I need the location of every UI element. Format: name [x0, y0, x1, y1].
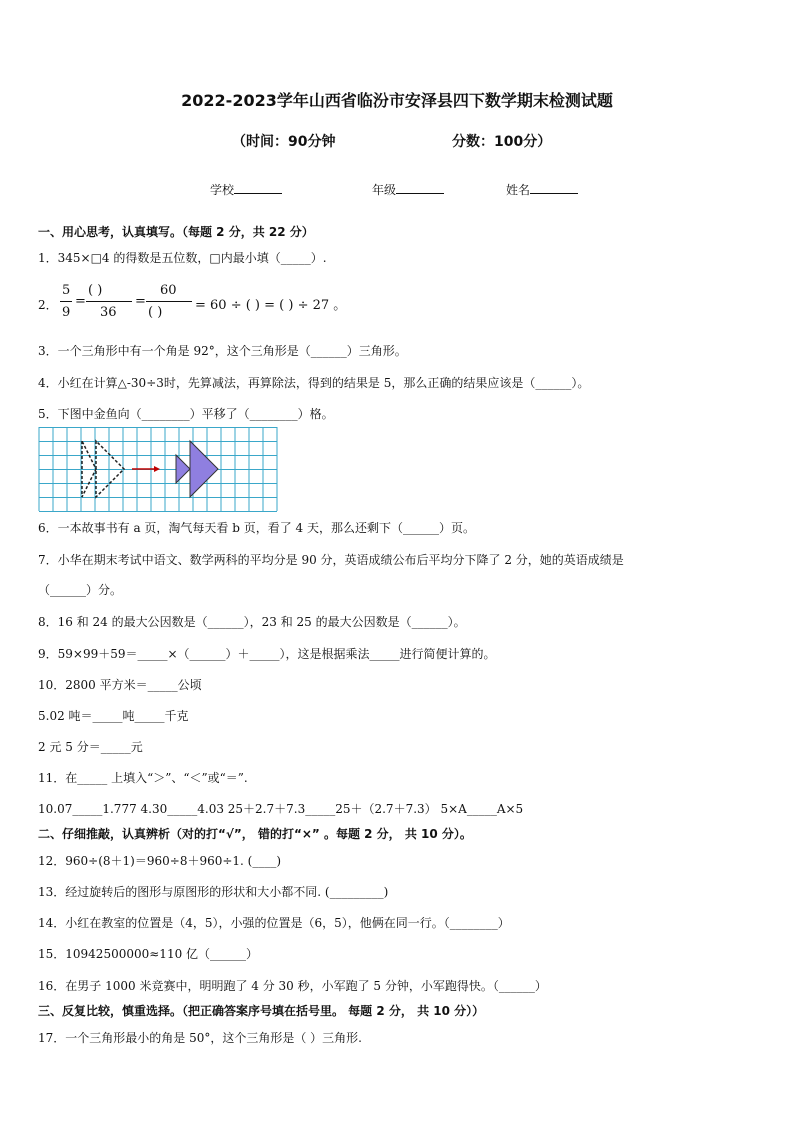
fraction-bar [60, 301, 72, 302]
question-17: 17．一个三角形最小的角是 50°，这个三角形是（ ）三角形. [38, 1031, 362, 1045]
section-2-heading: 二、仔细推敲，认真辨析（对的打“√”， 错的打“×” 。每题 2 分， 共 10 分）。 [38, 827, 472, 841]
fish-shape-moved [176, 441, 218, 497]
fraction-numerator: 5 [62, 283, 71, 298]
fraction-bar [146, 301, 192, 302]
question-11: 11．在_____ 上填入“＞”、“＜”或“＝”. [38, 771, 248, 785]
section-1-heading: 一、用心思考，认真填写。（每题 2 分，共 22 分） [38, 225, 314, 239]
equals-sign: = [75, 294, 86, 309]
question-2-tail: = 60 ÷ ( ) = ( ) ÷ 27 。 [195, 298, 347, 313]
grid-svg [38, 427, 286, 513]
question-4: 4．小红在计算△-30÷3时，先算减法，再算除法，得到的结果是 5，那么正确的结果应该是（______）。 [38, 376, 590, 390]
grade-field [372, 181, 444, 198]
fraction-bar [86, 301, 132, 302]
question-12: 12．960÷(8＋1)＝960÷8＋960÷1. (____) [38, 854, 282, 868]
grade-blank [396, 181, 444, 194]
question-10-line-3: 2 元 5 分＝_____元 [38, 740, 143, 754]
question-2-number: 2． [38, 298, 58, 312]
grade-label: 年级 [372, 183, 397, 197]
question-9: 9．59×99＋59＝_____×（______）＋_____），这是根据乘法_____进行简便计算的。 [38, 647, 496, 661]
question-6: 6．一本故事书有 a 页，淘气每天看 b 页，看了 4 天，那么还剩下（______）页。 [38, 521, 475, 535]
section-3-heading: 三、反复比较，慎重选择。（把正确答案序号填在括号里。 每题 2 分， 共 10 分）） [38, 1004, 485, 1018]
question-1: 1．345×□4 的得数是五位数，□内最小填（_____）. [38, 251, 327, 265]
fraction-denominator: ( ) [148, 305, 163, 320]
school-label: 学校 [210, 183, 235, 197]
question-10-line-2: 5.02 吨＝_____吨_____千克 [38, 709, 189, 723]
fraction-numerator: ( ) [88, 283, 103, 298]
fraction-numerator: 60 [160, 283, 177, 298]
question-7-line-2: （______）分。 [38, 583, 123, 597]
move-arrow [132, 466, 160, 472]
page-title: 2022-2023学年山西省临汾市安泽县四下数学期末检测试题 [181, 91, 613, 110]
fish-body [190, 441, 218, 497]
question-3: 3．一个三角形中有一个角是 92°，这个三角形是（______）三角形。 [38, 344, 407, 358]
question-11-items: 10.07_____1.777 4.30_____4.03 25＋2.7＋7.3_____25＋（2.7＋7.3） 5×A_____A×5 [38, 802, 524, 816]
question-14: 14．小红在教室的位置是（4，5），小强的位置是（6，5），他俩在同一行。（________） [38, 916, 510, 930]
question-8: 8．16 和 24 的最大公因数是（______），23 和 25 的最大公因数是（______）。 [38, 615, 466, 629]
question-7-line-1: 7．小华在期末考试中语文、数学两科的平均分是 90 分，英语成绩公布后平均分下降了 2 分，她的英语成绩是 [38, 553, 624, 567]
fraction-denominator: 9 [62, 305, 71, 320]
question-15: 15．10942500000≈110 亿（______） [38, 947, 259, 961]
school-field [210, 181, 282, 198]
question-16: 16．在男子 1000 米竞赛中，明明跑了 4 分 30 秒，小军跑了 5 分钟，小军跑得快。（______） [38, 979, 547, 993]
fish-tail [176, 455, 190, 483]
school-blank [234, 181, 282, 194]
question-13: 13．经过旋转后的图形与原图形的形状和大小都不同. (_________) [38, 885, 389, 899]
fish-grid-figure [38, 427, 286, 516]
name-field [506, 181, 578, 198]
equals-sign: = [135, 294, 146, 309]
name-label: 姓名 [506, 183, 531, 197]
question-5: 5．下图中金鱼向（________）平移了（________）格。 [38, 407, 334, 421]
name-blank [530, 181, 578, 194]
time-label: （时间：90分钟 [232, 134, 336, 150]
score-label: 分数：100分） [452, 134, 552, 150]
question-10-line-1: 10．2800 平方米＝_____公顷 [38, 678, 202, 692]
fraction-denominator: 36 [100, 305, 117, 320]
